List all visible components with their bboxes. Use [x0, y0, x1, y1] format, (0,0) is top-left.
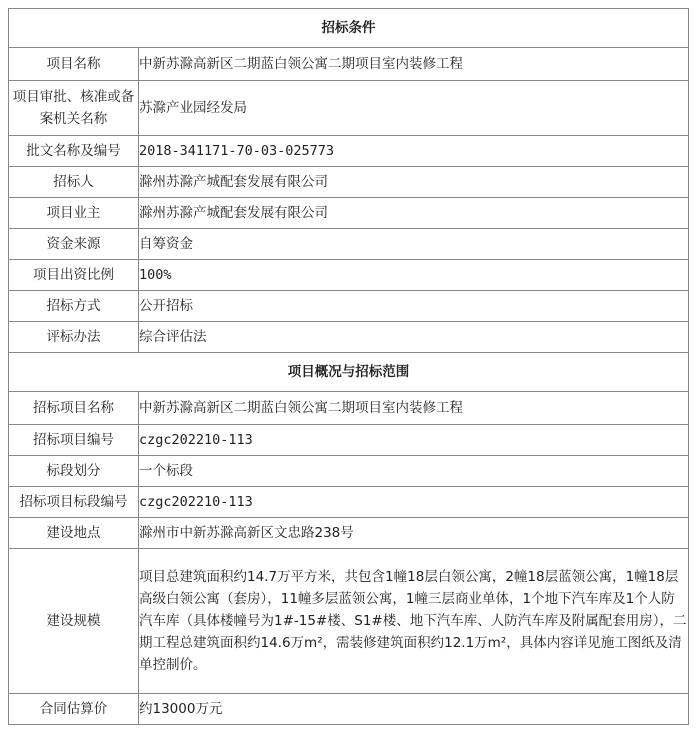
table-row — [9, 198, 689, 229]
row-value: 滁州苏滁产城配套发展有限公司 — [139, 167, 689, 198]
section-title-tender-conditions: 招标条件 — [9, 9, 689, 48]
table-row — [9, 322, 689, 353]
row-value: 100% — [139, 260, 689, 291]
table-row — [9, 425, 689, 456]
row-value: 中新苏滁高新区二期蓝白领公寓二期项目室内装修工程 — [139, 48, 689, 81]
row-value: czgc202210-113 — [139, 487, 689, 518]
table-row — [9, 694, 689, 725]
row-label: 批文名称及编号 — [9, 136, 139, 167]
row-label: 招标人 — [9, 167, 139, 198]
table-row — [9, 167, 689, 198]
row-value: 苏滁产业园经发局 — [139, 81, 689, 136]
row-value: 2018-341171-70-03-025773 — [139, 136, 689, 167]
row-label: 项目出资比例 — [9, 260, 139, 291]
row-label: 项目审批、核准或备案机关名称 — [9, 81, 139, 136]
row-label: 招标项目编号 — [9, 425, 139, 456]
table-row — [9, 229, 689, 260]
row-label: 合同估算价 — [9, 694, 139, 725]
row-value: 自筹资金 — [139, 229, 689, 260]
row-value: 一个标段 — [139, 456, 689, 487]
tender-info-table — [8, 8, 689, 725]
table-row — [9, 48, 689, 81]
row-value: 公开招标 — [139, 291, 689, 322]
row-value: 综合评估法 — [139, 322, 689, 353]
row-label: 项目名称 — [9, 48, 139, 81]
table-row — [9, 260, 689, 291]
row-label: 招标项目标段编号 — [9, 487, 139, 518]
table-row — [9, 518, 689, 549]
row-value: czgc202210-113 — [139, 425, 689, 456]
row-label: 建设规模 — [9, 549, 139, 694]
row-label: 资金来源 — [9, 229, 139, 260]
row-label: 建设地点 — [9, 518, 139, 549]
section-title-project-overview: 项目概况与招标范围 — [9, 353, 689, 392]
row-value: 中新苏滁高新区二期蓝白领公寓二期项目室内装修工程 — [139, 392, 689, 425]
row-value: 约13000万元 — [139, 694, 689, 725]
table-row — [9, 392, 689, 425]
table-row — [9, 136, 689, 167]
row-label: 评标办法 — [9, 322, 139, 353]
row-label: 招标项目名称 — [9, 392, 139, 425]
table-row — [9, 291, 689, 322]
row-label: 招标方式 — [9, 291, 139, 322]
row-label: 项目业主 — [9, 198, 139, 229]
row-value: 项目总建筑面积约14.7万平方米，共包含1幢18层白领公寓，2幢18层蓝领公寓，1幢18层高级白领公寓（套房），11幢多层蓝领公寓，1幢三层商业单体，1个地下汽车库及1个人防汽车库（具体楼幢号为1#-15#楼、S1#楼、地下汽车库、人防汽车库及附属配套用房），二期工程总建筑面积约14.6万m²，需装修建筑面积约12.1万m²，具体内容详见施工图纸及清单控制价。 — [139, 549, 689, 694]
row-value: 滁州市中新苏滁高新区文忠路238号 — [139, 518, 689, 549]
table-row — [9, 456, 689, 487]
table-row — [9, 81, 689, 136]
row-value: 滁州苏滁产城配套发展有限公司 — [139, 198, 689, 229]
table-row — [9, 487, 689, 518]
table-row — [9, 549, 689, 694]
row-label: 标段划分 — [9, 456, 139, 487]
